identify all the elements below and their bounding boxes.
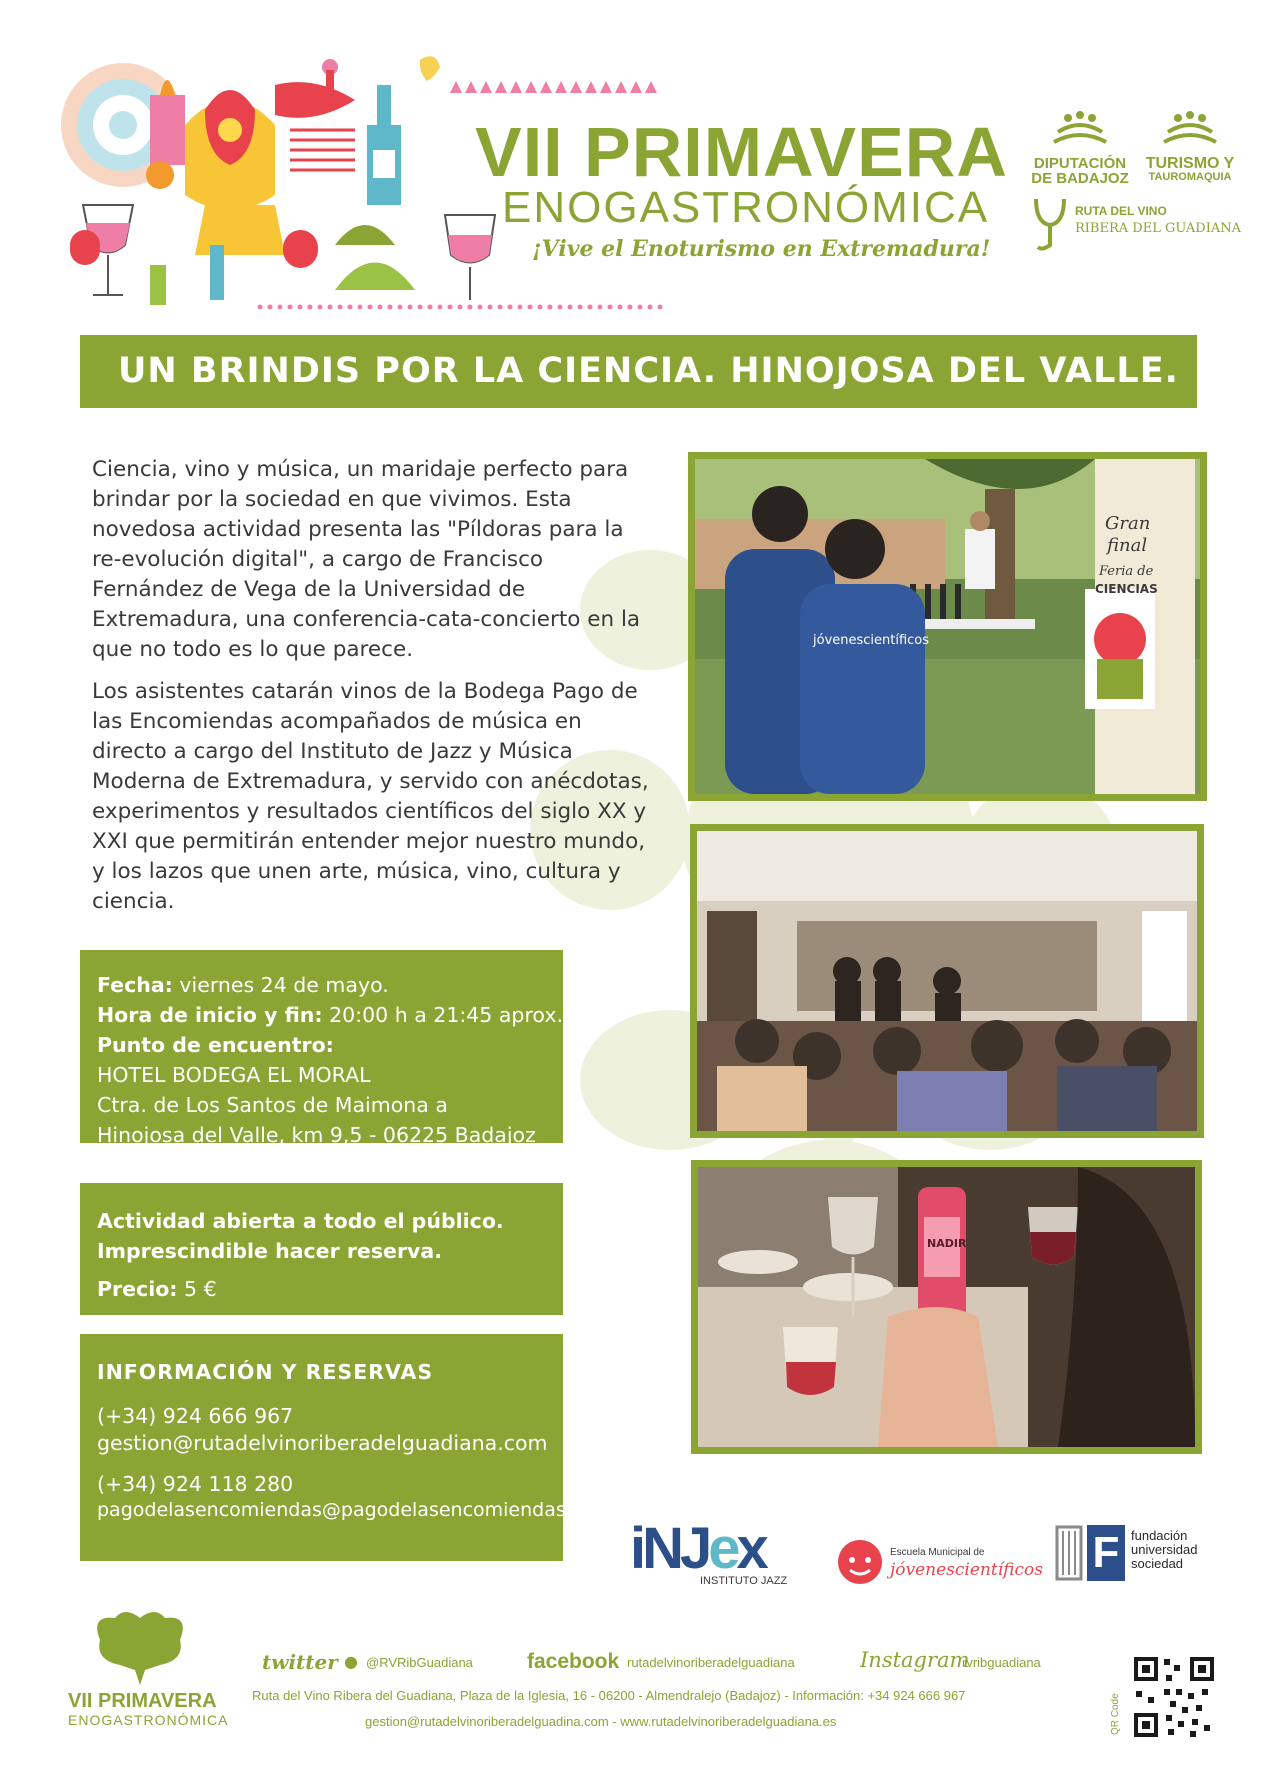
wine-glass-icon (1028, 1207, 1078, 1265)
scientist-face-icon (835, 1532, 885, 1588)
footer-web[interactable]: gestion@rutadelvinoriberadelguadina.com - www.rutadelvinoriberadelguadiana.es (365, 1714, 837, 1729)
event-subtitle: ENOGASTRONÓMICA (502, 183, 990, 232)
event-tagline: ¡Vive el Enoturismo en Extremadura! (532, 236, 991, 262)
access-line2: Imprescindible hacer reserva. (97, 1239, 443, 1263)
access-box (80, 1183, 563, 1315)
bottle-icon (367, 85, 401, 205)
footer-logo-line1: VII PRIMAVERA (68, 1690, 217, 1712)
facebook-handle[interactable]: rutadelvinoriberadelguadiana (627, 1655, 795, 1670)
photo-wine-tasting (691, 1160, 1202, 1454)
poster-gran: Gran (1105, 513, 1151, 534)
social-links (262, 1650, 1062, 1680)
diputacion-logo (1030, 110, 1130, 186)
concert-scene-image (697, 831, 1197, 1131)
description (92, 455, 652, 929)
punto-label: Punto de encuentro: (97, 1033, 334, 1057)
hora-label: Hora de inicio y fin: (97, 1003, 323, 1027)
injex-jazz-text: INSTITUTO JAZZ (700, 1575, 788, 1587)
hora-value: 20:00 h a 21:45 aprox. (322, 1003, 563, 1027)
injex-logo: iNJex INSTITUTO JAZZ (630, 1516, 788, 1587)
fundacion-logo: F fundación universidad sociedad (1055, 1525, 1215, 1590)
event-title: VII PRIMAVERA (475, 113, 1008, 191)
instagram-handle[interactable]: rvribguadiana (962, 1655, 1041, 1670)
fundacion-line2: universidad (1131, 1542, 1198, 1557)
ruta-line1: RUTA DEL VINO (1075, 204, 1167, 218)
precio-label: Precio: (97, 1277, 178, 1301)
crown-icon (1140, 110, 1240, 152)
escuela-jovenes-logo (835, 1532, 1043, 1592)
details-box (80, 950, 563, 1147)
email-1[interactable]: gestion@rutadelvinoriberadelguadiana.com (97, 1431, 548, 1455)
outdoor-scene-image (695, 459, 1200, 794)
escuela-line1: Escuela Municipal de (890, 1547, 985, 1558)
phone-2[interactable]: (+34) 924 118 280 (97, 1472, 294, 1496)
fecha-label: Fecha: (97, 973, 173, 997)
photo-concert (690, 824, 1204, 1138)
poster-ciencias: CIENCIAS (1095, 582, 1158, 596)
twitter-handle[interactable]: @RVRibGuadiana (366, 1655, 473, 1670)
footer-logo-line2: ENOGASTRONÓMICA (68, 1712, 229, 1728)
photo-outdoor-tasting (688, 452, 1207, 801)
diputacion-line1: DIPUTACIÓN (1033, 155, 1127, 172)
qr-code[interactable] (1110, 1655, 1220, 1745)
ruta-line2: RIBERA DEL GUADIANA (1075, 221, 1241, 236)
description-paragraph-2: Los asistentes catarán vinos de la Bodega Pago de las Encomiendas acompañados de música en directo a cargo del Instituto de Jazz y Música Moderna de Extremadura, y servido con anécdotas, experimentos y resultados científicos del siglo XX y XXI que permitirán entender mejor nuestro mundo, y los lazos que unen arte, música, vino, cultura y ciencia. (92, 679, 649, 914)
vine-leaf-glass-icon (90, 1610, 190, 1690)
ruta-vino-logo (1030, 195, 1245, 255)
qr-label: QR Code (1110, 1693, 1121, 1735)
footer-logo (60, 1610, 229, 1730)
diputacion-line2: DE BADAJOZ (1031, 170, 1129, 187)
fecha-value: viernes 24 de mayo. (172, 973, 389, 997)
turismo-line2: TAUROMAQUIA (1148, 171, 1232, 183)
fundacion-line1: fundación (1131, 1528, 1188, 1543)
fundacion-line3: sociedad (1131, 1556, 1184, 1571)
twitter-label[interactable]: twitter (262, 1650, 338, 1674)
turismo-logo (1140, 110, 1240, 183)
instagram-label[interactable]: Instagram (860, 1648, 970, 1672)
wine-glass-icon (783, 1327, 838, 1395)
footer-address: Ruta del Vino Ribera del Guadiana, Plaza de la Iglesia, 16 - 06200 - Almendralejo (Badajoz) - Información: +34 924 666 967 (252, 1688, 966, 1703)
email-2[interactable]: pagodelasencomiendas@pagodelasencomiendas.es (97, 1499, 594, 1521)
poster-final: final (1107, 535, 1148, 556)
poster-feria: Feria de (1099, 564, 1154, 579)
shirt-text: jóvenescientíficos (813, 633, 930, 648)
access-line1: Actividad abierta a todo el público. (97, 1209, 504, 1233)
address-line1: HOTEL BODEGA EL MORAL (97, 1063, 371, 1087)
phone-1[interactable]: (+34) 924 666 967 (97, 1404, 294, 1428)
wine-glass-icon (445, 215, 495, 300)
info-heading: INFORMACIÓN Y RESERVAS (97, 1360, 434, 1384)
info-box (80, 1334, 594, 1561)
uex-logo-icon (1055, 1525, 1083, 1581)
description-paragraph-1: Ciencia, vino y música, un maridaje perfecto para brindar por la sociedad en que vivimos. Esta novedosa actividad presenta las "Píldoras para la re-evolución digital", a cargo de Francisco Fernández de Vega de la Universidad de Extremadura, una conferencia-cata-concierto en la que no todo es lo que parece. (92, 457, 641, 662)
tasting-scene-image (698, 1167, 1195, 1447)
bottle-label: NADIR (927, 1237, 967, 1250)
wine-glass-logo-icon (1030, 195, 1070, 255)
qr-code-icon (1132, 1655, 1216, 1739)
banner-title: UN BRINDIS POR LA CIENCIA. HINOJOSA DEL VALLE. (118, 351, 1179, 391)
twitter-bird-icon: ● (344, 1652, 358, 1671)
turismo-line1: TURISMO Y (1145, 155, 1235, 172)
address-line3: Hinojosa del Valle, km 9,5 - 06225 Badajoz (97, 1123, 536, 1147)
escuela-line2: jóvenescientíficos (890, 1560, 1043, 1580)
crown-icon (1030, 110, 1130, 152)
address-line2: Ctra. de Los Santos de Maimona a (97, 1093, 448, 1117)
facebook-label[interactable]: facebook (527, 1650, 620, 1673)
precio-value: 5 € (177, 1277, 217, 1301)
